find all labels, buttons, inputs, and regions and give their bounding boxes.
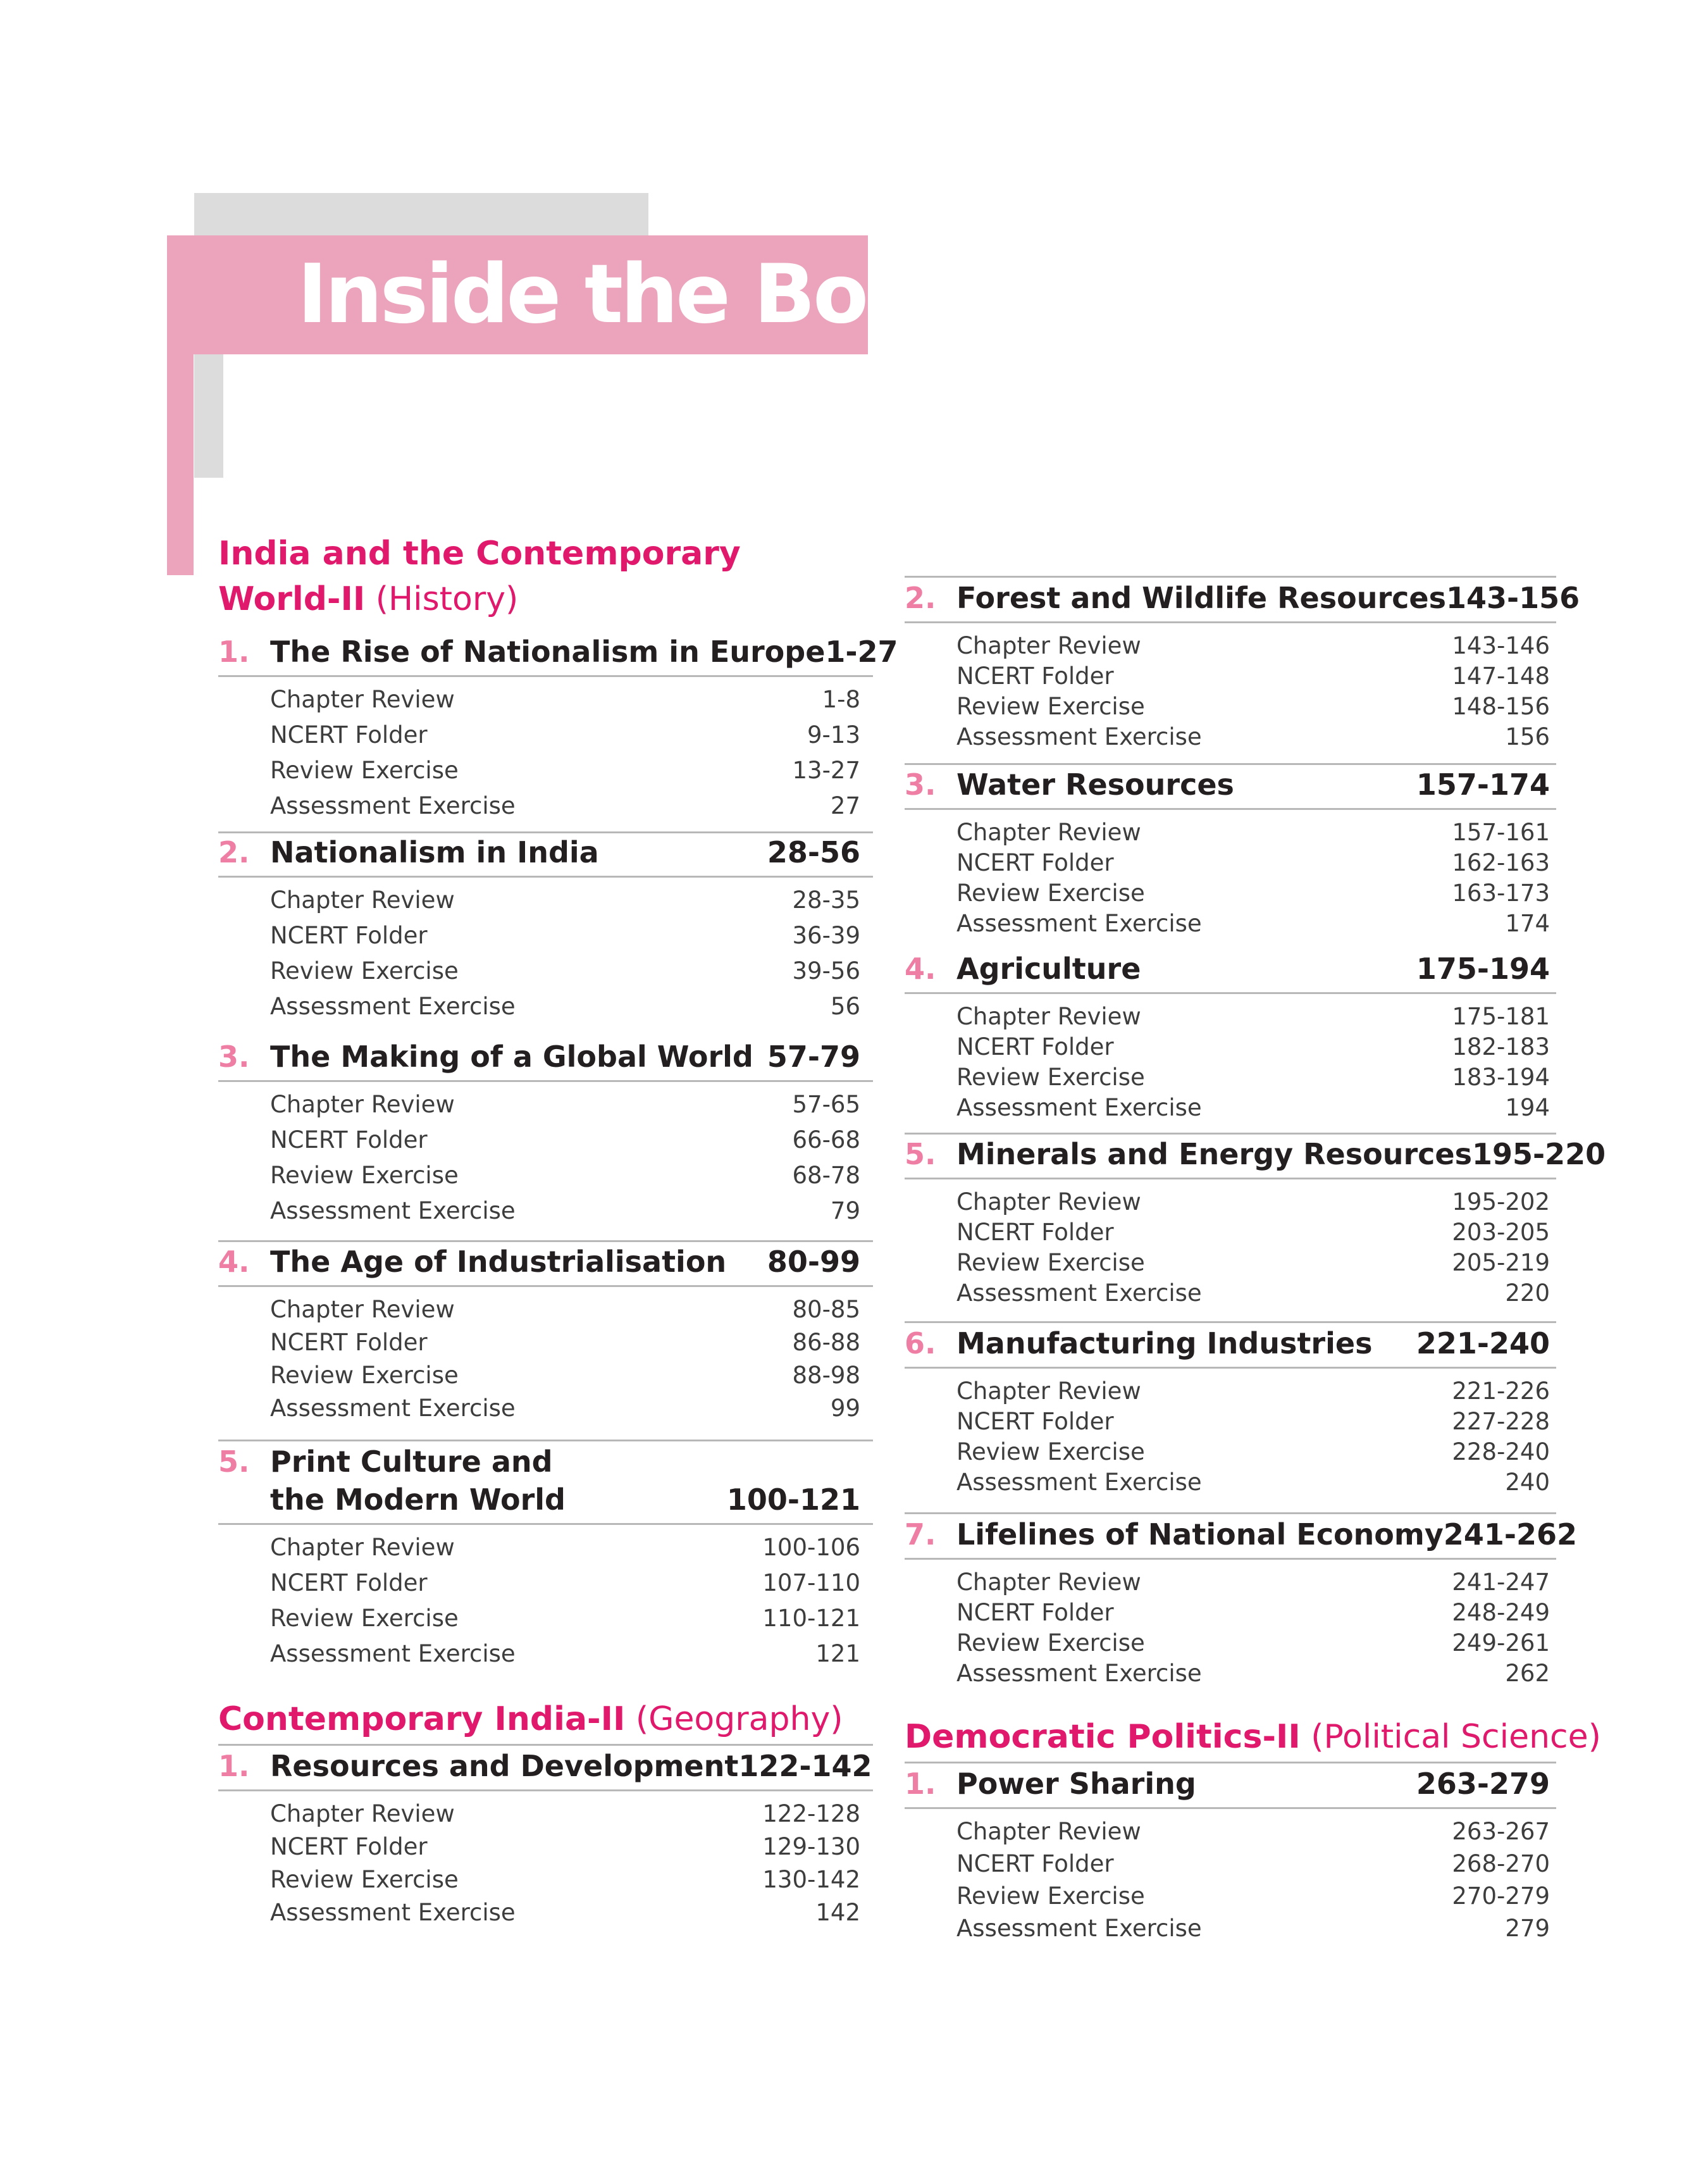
section-row	[270, 1395, 860, 1427]
section-pages: 195-202	[1452, 1188, 1550, 1216]
chapter-number: 1.	[905, 1767, 936, 1801]
chapter-rule	[905, 1178, 1556, 1179]
chapter-title-line1: Print Culture and	[270, 1445, 553, 1479]
section-label: NCERT Folder	[956, 662, 1114, 690]
section-label: Assessment Exercise	[270, 1197, 516, 1224]
section-row	[956, 1219, 1550, 1249]
section-label: Chapter Review	[956, 632, 1141, 659]
chapter-rule	[905, 1558, 1556, 1560]
chapter-rule	[218, 1080, 873, 1082]
section-row	[956, 1660, 1550, 1690]
section-label: Review Exercise	[270, 1362, 459, 1389]
section-row	[270, 922, 860, 957]
geography-chapter-6	[905, 1326, 1556, 1499]
section-label: Review Exercise	[956, 880, 1145, 907]
section-pages: 227-228	[1452, 1408, 1550, 1435]
section-row	[270, 1569, 860, 1605]
chapter-title: Nationalism in India	[270, 835, 599, 869]
section-row	[956, 662, 1550, 693]
section-pages: 28-35	[792, 886, 860, 914]
section-label: Review Exercise	[270, 757, 459, 784]
section-label: Chapter Review	[956, 1003, 1141, 1030]
section-row	[956, 1188, 1550, 1219]
section-label: Chapter Review	[956, 1569, 1141, 1596]
section-pages: 143-146	[1452, 632, 1550, 659]
banner-shadow-top	[194, 193, 648, 237]
chapter-number: 5.	[905, 1137, 936, 1171]
section-pages: 36-39	[792, 922, 860, 949]
section-pages: 205-219	[1452, 1249, 1550, 1276]
section-pages: 249-261	[1452, 1629, 1550, 1657]
section-pages: 147-148	[1452, 662, 1550, 690]
section-label: Assessment Exercise	[270, 1899, 516, 1926]
section-label: Assessment Exercise	[270, 792, 516, 819]
chapter-number: 1.	[218, 635, 250, 669]
section-row	[270, 1197, 860, 1233]
section-label: Chapter Review	[956, 1378, 1141, 1405]
geography-chapter-2	[905, 581, 1580, 754]
section-row	[270, 1866, 860, 1899]
section-pages: 80-85	[792, 1296, 860, 1323]
chapter-number: 4.	[218, 1245, 250, 1279]
chapter-heading	[218, 635, 898, 669]
section-row	[956, 1378, 1550, 1408]
section-pages: 240	[1505, 1469, 1550, 1496]
section-list	[218, 1800, 873, 1932]
section-pages: 221-226	[1452, 1378, 1550, 1405]
section-row	[270, 993, 860, 1028]
section-label: Assessment Exercise	[270, 1640, 516, 1667]
section-label: Review Exercise	[956, 1629, 1145, 1657]
section-row	[270, 1162, 860, 1197]
section-row	[956, 819, 1550, 849]
chapter-heading	[218, 1749, 873, 1783]
section-label: Chapter Review	[956, 1188, 1141, 1216]
chapter-heading	[218, 1040, 873, 1074]
chapter-heading	[905, 1517, 1577, 1552]
section-row	[270, 1640, 860, 1676]
section-label: Assessment Exercise	[956, 1660, 1202, 1687]
section-pages: 88-98	[792, 1362, 860, 1389]
chapter-rule	[218, 1285, 873, 1287]
section-pages: 122-128	[762, 1800, 860, 1827]
chapter-title: The Age of Industrialisation	[270, 1245, 727, 1279]
section-label: Assessment Exercise	[956, 1094, 1202, 1121]
section-pages: 129-130	[762, 1833, 860, 1860]
history-heading-part: (History)	[375, 580, 519, 618]
section-row	[270, 1296, 860, 1329]
section-label: Review Exercise	[270, 957, 459, 985]
section-row	[956, 880, 1550, 910]
section-pages: 262	[1505, 1660, 1550, 1687]
chapter-heading	[905, 581, 1580, 615]
section-pages: 57-65	[792, 1091, 860, 1118]
history-heading	[218, 530, 741, 577]
section-pages: 13-27	[792, 757, 860, 784]
politics-heading-part: (Political Science)	[1311, 1718, 1601, 1756]
chapter-title: Manufacturing Industries	[956, 1326, 1373, 1360]
chapter-title: Power Sharing	[956, 1767, 1196, 1801]
chapter-pages: 1-27	[825, 635, 898, 669]
chapter-title-line2: the Modern World	[270, 1483, 566, 1517]
history-heading-line2	[218, 576, 518, 623]
geography-chapter-7	[905, 1517, 1577, 1690]
chapter-heading	[905, 952, 1556, 986]
section-row	[270, 1362, 860, 1395]
section-pages: 194	[1505, 1094, 1550, 1121]
section-label: NCERT Folder	[270, 1833, 428, 1860]
section-row	[270, 957, 860, 993]
chapter-number: 3.	[905, 768, 936, 802]
chapter-number: 2.	[218, 835, 250, 869]
section-label: NCERT Folder	[270, 1126, 428, 1154]
section-row	[270, 886, 860, 922]
section-row	[270, 1126, 860, 1162]
section-pages: 142	[815, 1899, 860, 1926]
section-row	[956, 632, 1550, 662]
section-label: NCERT Folder	[956, 849, 1114, 876]
section-label: NCERT Folder	[956, 1599, 1114, 1626]
section-label: Assessment Exercise	[956, 1279, 1202, 1307]
section-row	[270, 757, 860, 792]
history-heading-name: India and the Contemporary	[218, 535, 741, 573]
geography-heading	[218, 1696, 843, 1743]
chapter-pages: 143-156	[1446, 581, 1580, 615]
chapter-rule	[905, 1807, 1556, 1809]
chapter-divider	[218, 1744, 873, 1746]
chapter-rule	[905, 992, 1556, 994]
section-label: Chapter Review	[956, 819, 1141, 846]
section-row	[956, 1469, 1550, 1499]
section-row	[270, 1329, 860, 1362]
section-pages: 130-142	[762, 1866, 860, 1893]
banner-shadow-left	[194, 354, 223, 478]
section-list	[218, 886, 873, 1028]
history-chapter-3	[218, 1040, 873, 1233]
chapter-divider	[218, 1240, 873, 1242]
section-pages: 9-13	[807, 721, 860, 749]
page-title: Inside the Book	[297, 247, 971, 342]
section-pages: 228-240	[1452, 1438, 1550, 1465]
chapter-divider	[218, 1440, 873, 1441]
chapter-heading	[905, 1326, 1556, 1360]
section-label: Chapter Review	[270, 686, 455, 713]
section-label: Chapter Review	[270, 886, 455, 914]
section-list	[905, 1569, 1556, 1690]
history-chapter-1	[218, 635, 898, 828]
geography-chapter-1	[218, 1749, 873, 1932]
section-row	[956, 849, 1550, 880]
section-label: Assessment Exercise	[956, 910, 1202, 937]
chapter-title: Forest and Wildlife Resources	[956, 581, 1447, 615]
section-list	[218, 1091, 873, 1233]
history-chapter-5	[218, 1445, 873, 1676]
section-pages: 66-68	[792, 1126, 860, 1154]
geography-heading-part: (Geography)	[635, 1700, 843, 1738]
section-pages: 270-279	[1452, 1882, 1550, 1910]
section-label: Chapter Review	[270, 1534, 455, 1561]
chapter-number: 5.	[218, 1445, 250, 1479]
chapter-divider	[218, 831, 873, 833]
chapter-pages: 241-262	[1443, 1517, 1577, 1552]
geography-chapter-5	[905, 1137, 1606, 1310]
chapter-title: Resources and Development	[270, 1749, 739, 1783]
chapter-divider	[905, 763, 1556, 765]
chapter-pages: 221-240	[1416, 1326, 1550, 1360]
section-label: Review Exercise	[956, 1882, 1145, 1910]
section-pages: 220	[1505, 1279, 1550, 1307]
section-pages: 175-181	[1452, 1003, 1550, 1030]
chapter-number: 3.	[218, 1040, 250, 1074]
section-pages: 148-156	[1452, 693, 1550, 720]
section-label: Review Exercise	[956, 1438, 1145, 1465]
chapter-heading	[218, 1245, 873, 1279]
history-heading-name2: World-II	[218, 580, 366, 618]
section-list	[905, 1188, 1556, 1310]
section-label: Review Exercise	[956, 1064, 1145, 1091]
section-row	[956, 1882, 1550, 1915]
chapter-pages: 28-56	[767, 835, 860, 869]
section-label: Review Exercise	[270, 1605, 459, 1632]
section-row	[956, 1064, 1550, 1094]
section-row	[270, 792, 860, 828]
section-pages: 39-56	[792, 957, 860, 985]
section-pages: 183-194	[1452, 1064, 1550, 1091]
section-row	[270, 686, 860, 721]
section-list	[905, 1378, 1556, 1499]
section-label: NCERT Folder	[270, 1569, 428, 1596]
chapter-number: 2.	[905, 581, 936, 615]
section-row	[956, 1033, 1550, 1064]
section-list	[218, 1296, 873, 1427]
section-label: NCERT Folder	[956, 1033, 1114, 1060]
chapter-pages: 80-99	[767, 1245, 860, 1279]
section-row	[956, 910, 1550, 940]
section-label: Chapter Review	[270, 1800, 455, 1827]
chapter-divider	[905, 1762, 1556, 1763]
section-row	[956, 1003, 1550, 1033]
history-chapter-4	[218, 1245, 873, 1427]
section-row	[956, 1818, 1550, 1850]
section-list	[218, 686, 873, 828]
section-row	[956, 1915, 1550, 1947]
chapter-rule	[218, 675, 873, 677]
section-pages: 121	[815, 1640, 860, 1667]
section-list	[905, 632, 1556, 754]
geography-chapter-3	[905, 768, 1556, 940]
section-label: Review Exercise	[956, 693, 1145, 720]
chapter-number: 4.	[905, 952, 936, 986]
chapter-title: Lifelines of National Economy	[956, 1517, 1444, 1552]
section-pages: 1-8	[822, 686, 860, 713]
politics-heading	[905, 1713, 1601, 1760]
chapter-heading	[218, 1445, 873, 1479]
chapter-rule	[905, 808, 1556, 810]
section-label: NCERT Folder	[956, 1850, 1114, 1877]
section-row	[956, 1094, 1550, 1124]
politics-chapter-1	[905, 1767, 1556, 1947]
section-pages: 157-161	[1452, 819, 1550, 846]
section-row	[956, 1249, 1550, 1279]
politics-heading-name: Democratic Politics-II	[905, 1718, 1301, 1756]
section-row	[270, 1605, 860, 1640]
section-pages: 79	[830, 1197, 860, 1224]
section-label: Review Exercise	[270, 1866, 459, 1893]
geography-chapter-4	[905, 952, 1556, 1124]
chapter-number: 7.	[905, 1517, 936, 1552]
section-label: Assessment Exercise	[956, 723, 1202, 750]
chapter-number: 1.	[218, 1749, 250, 1783]
chapter-pages: 195-220	[1471, 1137, 1606, 1171]
chapter-title: The Making of a Global World	[270, 1040, 753, 1074]
section-pages: 99	[830, 1395, 860, 1422]
section-pages: 163-173	[1452, 880, 1550, 907]
section-row	[956, 723, 1550, 754]
section-pages: 248-249	[1452, 1599, 1550, 1626]
section-row	[956, 1279, 1550, 1310]
section-pages: 107-110	[762, 1569, 860, 1596]
chapter-pages: 122-142	[738, 1749, 872, 1783]
section-row	[956, 1438, 1550, 1469]
section-list	[905, 819, 1556, 940]
section-label: Assessment Exercise	[270, 993, 516, 1020]
chapter-rule	[905, 1367, 1556, 1369]
chapter-rule	[218, 1789, 873, 1791]
section-label: NCERT Folder	[270, 922, 428, 949]
chapter-number: 6.	[905, 1326, 936, 1360]
section-label: NCERT Folder	[956, 1408, 1114, 1435]
chapter-pages: 175-194	[1416, 952, 1550, 986]
chapter-title: Water Resources	[956, 768, 1234, 802]
chapter-divider	[905, 576, 1556, 578]
section-pages: 162-163	[1452, 849, 1550, 876]
section-row	[956, 1850, 1550, 1882]
chapter-divider	[905, 1512, 1556, 1514]
section-pages: 156	[1505, 723, 1550, 750]
section-row	[270, 1833, 860, 1866]
section-pages: 110-121	[762, 1605, 860, 1632]
section-label: Review Exercise	[956, 1249, 1145, 1276]
section-label: NCERT Folder	[956, 1219, 1114, 1246]
chapter-heading-line2	[218, 1483, 873, 1517]
section-row	[956, 1599, 1550, 1629]
chapter-rule	[218, 876, 873, 878]
section-pages: 203-205	[1452, 1219, 1550, 1246]
section-label: NCERT Folder	[270, 721, 428, 749]
chapter-pages: 57-79	[767, 1040, 860, 1074]
section-list	[218, 1534, 873, 1676]
section-row	[270, 1091, 860, 1126]
section-label: Chapter Review	[956, 1818, 1141, 1845]
chapter-title: The Rise of Nationalism in Europe	[270, 635, 826, 669]
section-label: Chapter Review	[270, 1296, 455, 1323]
geography-heading-name: Contemporary India-II	[218, 1700, 626, 1738]
chapter-title: Minerals and Energy Resources	[956, 1137, 1472, 1171]
chapter-pages: 100-121	[726, 1483, 860, 1517]
section-row	[270, 721, 860, 757]
chapter-rule	[218, 1523, 873, 1525]
section-row	[956, 1569, 1550, 1599]
history-chapter-2	[218, 835, 873, 1028]
chapter-heading	[905, 1767, 1556, 1801]
section-label: Assessment Exercise	[270, 1395, 516, 1422]
section-row	[270, 1534, 860, 1569]
section-pages: 68-78	[792, 1162, 860, 1189]
section-pages: 268-270	[1452, 1850, 1550, 1877]
section-row	[956, 1629, 1550, 1660]
chapter-divider	[905, 1321, 1556, 1323]
section-label: Review Exercise	[270, 1162, 459, 1189]
section-list	[905, 1818, 1556, 1947]
section-label: Assessment Exercise	[956, 1469, 1202, 1496]
section-pages: 263-267	[1452, 1818, 1550, 1845]
section-pages: 241-247	[1452, 1569, 1550, 1596]
chapter-heading	[905, 1137, 1606, 1171]
section-pages: 279	[1505, 1915, 1550, 1942]
section-pages: 182-183	[1452, 1033, 1550, 1060]
section-row	[270, 1800, 860, 1833]
chapter-divider	[905, 1133, 1556, 1135]
chapter-heading	[218, 835, 873, 869]
section-label: Assessment Exercise	[956, 1915, 1202, 1942]
section-label: Chapter Review	[270, 1091, 455, 1118]
chapter-pages: 157-174	[1416, 768, 1550, 802]
section-list	[905, 1003, 1556, 1124]
chapter-pages: 263-279	[1416, 1767, 1550, 1801]
section-pages: 86-88	[792, 1329, 860, 1356]
section-label: NCERT Folder	[270, 1329, 428, 1356]
section-row	[956, 1408, 1550, 1438]
chapter-rule	[905, 621, 1556, 623]
section-pages: 174	[1505, 910, 1550, 937]
section-pages: 27	[830, 792, 860, 819]
section-row	[270, 1899, 860, 1932]
section-row	[956, 693, 1550, 723]
chapter-title: Agriculture	[956, 952, 1141, 986]
chapter-heading	[905, 768, 1556, 802]
section-pages: 100-106	[762, 1534, 860, 1561]
section-pages: 56	[830, 993, 860, 1020]
